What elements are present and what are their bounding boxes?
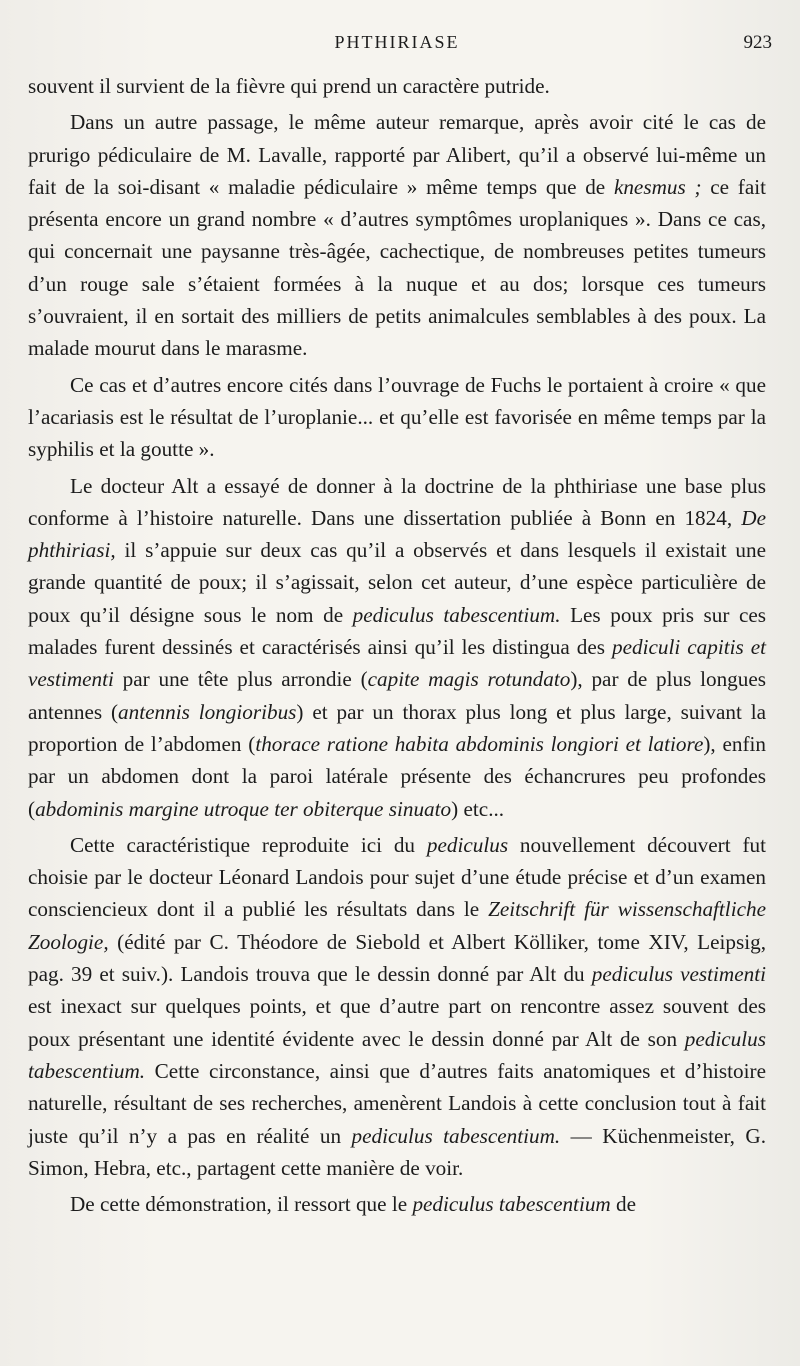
italic-text: pediculus vestimenti — [591, 962, 766, 987]
italic-text: thorace ratione habita abdominis longiori et latiore — [255, 731, 704, 756]
page-number: 923 — [743, 32, 772, 53]
text-run: nouvellement découvert fut choisie par le docteur Léonard Landois pour sujet d’une étude précise et d’un examen consciencieux dont il a publié les résultats dans le — [28, 832, 766, 922]
text-run: il s’appuie sur deux cas qu’il a observés et dans lesquels il existait une grande quantité de poux; il s’agissait, selon cet auteur, d’une espèce particulière de poux qu’il désigne sous le nom de — [28, 538, 766, 627]
text-run: ), par de plus longues antennes ( — [28, 667, 766, 724]
running-header — [28, 28, 772, 60]
text-run: ) et par un thorax plus long et plus large, suivant la proportion de l’abdomen ( — [28, 699, 766, 756]
text-run: souvent il survient de la fièvre qui prend un caractère putride. — [28, 74, 550, 98]
italic-text: pediculus tabescentium. — [351, 1123, 561, 1148]
text-run: Les poux pris sur ces malades furent dessinés et caractérisés ainsi qu’il les distingua des — [28, 602, 767, 660]
text-run: (édité par C. Théodore de Siebold et Albert Kölliker, tome XIV, Leipsig, pag. 39 et suiv.). Landois trouva que le dessin donné par Alt du — [28, 929, 766, 987]
text-run: Cette caractéristique reproduite ici du — [70, 832, 427, 857]
italic-text: antennis longioribus — [118, 699, 297, 724]
italic-text: pediculi capitis et vestimenti — [28, 635, 766, 692]
paragraph — [28, 106, 766, 364]
paragraph — [28, 369, 766, 466]
italic-text: capite magis rotundato — [367, 667, 571, 692]
text-run: — Küchenmeister, G. Simon, Hebra, etc., partagent cette manière de voir. — [28, 1123, 766, 1180]
paragraph — [28, 70, 766, 102]
text-run: Le docteur Alt a essayé de donner à la doctrine de la phthiriase une base plus conforme à l’histoire naturelle. Dans une dissertation publiée à Bonn en 1824, — [28, 473, 766, 530]
italic-text: De phthiriasi, — [28, 505, 766, 563]
paragraph — [28, 829, 766, 1184]
italic-text: pediculus tabescentium. — [28, 1026, 766, 1083]
text-run: est inexact sur quelques points, et que d’autre part on rencontre assez souvent des poux présentant une identité évidente avec le dessin donné par Alt de son — [28, 994, 766, 1051]
text-run: par une tête plus arrondie ( — [113, 667, 368, 692]
running-title: PHTHIRIASE — [334, 32, 460, 52]
italic-text: knesmus ; — [613, 174, 702, 199]
italic-text: pediculus tabescentium. — [352, 602, 561, 627]
text-run: de — [610, 1192, 637, 1217]
text-run: ), enfin par un abdomen dont la paroi latérale présente des échancrures peu profondes ( — [28, 731, 766, 821]
text-run: Cette circonstance, ainsi que d’autres faits anatomiques et d’histoire naturelle, résultant de ses recherches, amenèrent Landois à cette conclusion tout à fait juste qu’il n’y a pas en réalité un — [28, 1058, 766, 1148]
paragraph — [28, 470, 766, 825]
italic-text: Zeitschrift für wissenschaftliche Zoologie, — [28, 897, 766, 954]
italic-text: abdominis margine utroque ter obiterque sinuato — [35, 796, 452, 821]
italic-text: pediculus — [426, 832, 509, 857]
text-run: Dans un autre passage, le même auteur remarque, après avoir cité le cas de prurigo pédiculaire de M. Lavalle, rapporté par Alibert, qu’il a observé lui-même un fait de la soi-disant « maladie pédiculaire » même temps que de — [28, 110, 766, 199]
text-run: Ce cas et d’autres encore cités dans l’ouvrage de Fuchs le portaient à croire « que l’acariasis est le résultat de l’uroplanie... et qu’elle est favorisée en même temps par la syphilis et la goutte ». — [28, 372, 766, 462]
paragraph — [28, 1188, 766, 1220]
italic-text: pediculus tabescentium — [412, 1192, 611, 1217]
text-run: De cette démonstration, il ressort que le — [70, 1192, 413, 1217]
text-run: ce fait présenta encore un grand nombre « d’autres symptômes uroplaniques ». Dans ce cas, qui concernait une paysanne très-âgée, cachectique, de nombreuses petites tumeurs d’un rouge sale s’étaient formées à la nuque et au dos; lorsque ces tumeurs s’ouvraient, il en sortait des milliers de petits animalcules semblables à des poux. La malade mourut dans le marasme. — [28, 174, 767, 361]
body-text — [28, 70, 766, 1220]
text-run: ) etc... — [451, 796, 505, 821]
